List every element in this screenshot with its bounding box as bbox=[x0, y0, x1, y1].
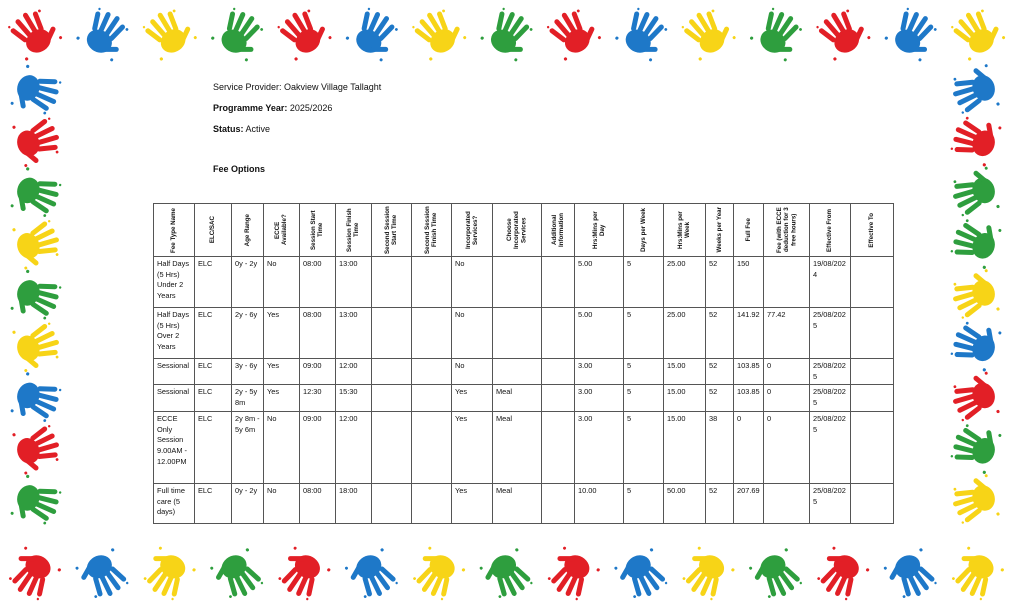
table-cell bbox=[764, 257, 810, 308]
handprint-icon bbox=[210, 3, 269, 62]
table-cell bbox=[764, 483, 810, 523]
table-cell bbox=[851, 483, 894, 523]
handprint-icon bbox=[947, 63, 1002, 119]
table-cell: 0 bbox=[764, 359, 810, 385]
table-cell: 3.00 bbox=[575, 359, 624, 385]
handprint-icon bbox=[479, 3, 538, 62]
handprint-icon bbox=[883, 3, 942, 62]
column-header bbox=[300, 204, 336, 257]
handprint-icon bbox=[407, 3, 467, 63]
table-cell: 2y 8m - 5y 6m bbox=[232, 411, 264, 483]
table-cell: 52 bbox=[706, 483, 734, 523]
handprint-icon bbox=[209, 546, 268, 605]
table-row bbox=[154, 385, 894, 411]
handprint-icon bbox=[947, 419, 1002, 475]
table-cell bbox=[493, 257, 542, 308]
column-header-label: ECCE Available? bbox=[274, 214, 289, 246]
status-line bbox=[213, 124, 270, 134]
table-cell: ELC bbox=[195, 483, 232, 523]
table-cell: 25/08/2025 bbox=[810, 359, 851, 385]
table-cell: 12:30 bbox=[300, 385, 336, 411]
handprint-icon bbox=[3, 546, 62, 605]
column-header-label: Full Fee bbox=[744, 218, 752, 242]
column-header bbox=[372, 204, 412, 257]
programme-year-line bbox=[213, 103, 332, 113]
table-row bbox=[154, 359, 894, 385]
table-cell: 38 bbox=[706, 411, 734, 483]
table-cell: 52 bbox=[706, 359, 734, 385]
column-header bbox=[851, 204, 894, 257]
table-cell: Yes bbox=[264, 308, 300, 359]
table-cell: 52 bbox=[706, 257, 734, 308]
table-cell bbox=[372, 411, 412, 483]
table-cell: No bbox=[452, 257, 493, 308]
table-cell: 207.69 bbox=[734, 483, 764, 523]
column-header bbox=[412, 204, 452, 257]
table-cell: ELC bbox=[195, 257, 232, 308]
handprint-icon bbox=[613, 546, 672, 605]
table-cell: 5 bbox=[624, 359, 664, 385]
table-cell: 25.00 bbox=[664, 257, 706, 308]
handprint-icon bbox=[614, 3, 673, 62]
handprint-icon bbox=[947, 371, 1002, 427]
table-cell: 2y - 6y bbox=[232, 308, 264, 359]
table-cell: 141.92 bbox=[734, 308, 764, 359]
table-cell: Meal bbox=[493, 411, 542, 483]
handprint-icon bbox=[748, 3, 807, 62]
column-header-label: Second Session Start Time bbox=[384, 206, 399, 254]
handprint-icon bbox=[812, 546, 871, 605]
table-cell: 25/08/2025 bbox=[810, 483, 851, 523]
handprint-icon bbox=[138, 3, 198, 63]
table-cell: 15:30 bbox=[336, 385, 372, 411]
table-cell: 50.00 bbox=[664, 483, 706, 523]
status-label: Status: bbox=[213, 124, 244, 134]
table-cell bbox=[542, 411, 575, 483]
table-cell: Full time care (5 days) bbox=[154, 483, 195, 523]
column-header-label: Incorporated Services? bbox=[464, 211, 479, 249]
table-cell: 5.00 bbox=[575, 257, 624, 308]
handprint-icon bbox=[947, 268, 1002, 324]
table-cell: ELC bbox=[195, 359, 232, 385]
handprint-icon bbox=[344, 3, 403, 62]
table-cell: Half Days (5 Hrs) Over 2 Years bbox=[154, 308, 195, 359]
table-cell: ELC bbox=[195, 411, 232, 483]
handprint-icon bbox=[542, 3, 602, 63]
table-cell: No bbox=[264, 411, 300, 483]
table-cell: 0y - 2y bbox=[232, 257, 264, 308]
table-cell: 25/08/2025 bbox=[810, 385, 851, 411]
table-cell: 103.85 bbox=[734, 359, 764, 385]
table-cell bbox=[851, 385, 894, 411]
table-cell: 13:00 bbox=[336, 257, 372, 308]
column-header-label: Effective From bbox=[826, 208, 834, 252]
handprint-icon bbox=[10, 474, 65, 530]
column-header-label: Additional Information bbox=[550, 212, 565, 248]
column-header bbox=[542, 204, 575, 257]
table-cell: No bbox=[264, 257, 300, 308]
table-cell: 3.00 bbox=[575, 385, 624, 411]
table-cell: Half Days (5 Hrs) Under 2 Years bbox=[154, 257, 195, 308]
service-provider-label: Service Provider: bbox=[213, 82, 282, 92]
table-cell bbox=[412, 257, 452, 308]
column-header-label: Fee Type Name bbox=[170, 207, 178, 253]
table-cell: No bbox=[452, 308, 493, 359]
table-cell: 5.00 bbox=[575, 308, 624, 359]
table-cell bbox=[412, 385, 452, 411]
handprint-icon bbox=[74, 546, 133, 605]
table-cell: 5 bbox=[624, 257, 664, 308]
table-cell: Meal bbox=[493, 385, 542, 411]
table-cell: Yes bbox=[452, 411, 493, 483]
column-header bbox=[624, 204, 664, 257]
handprint-icon bbox=[138, 546, 197, 605]
programme-year-value: 2025/2026 bbox=[289, 103, 333, 113]
table-cell bbox=[542, 359, 575, 385]
fee-options-table bbox=[153, 203, 894, 524]
table-cell: Meal bbox=[493, 483, 542, 523]
column-header bbox=[232, 204, 264, 257]
handprint-icon bbox=[10, 64, 65, 120]
table-cell: ECCE Only Session 9.00AM - 12.00PM bbox=[154, 411, 195, 483]
table-cell bbox=[851, 411, 894, 483]
table-cell bbox=[542, 483, 575, 523]
column-header bbox=[706, 204, 734, 257]
table-cell bbox=[412, 411, 452, 483]
handprint-icon bbox=[272, 3, 332, 63]
table-cell: 3y - 6y bbox=[232, 359, 264, 385]
table-cell bbox=[372, 257, 412, 308]
table-cell bbox=[372, 308, 412, 359]
table-cell: 5 bbox=[624, 411, 664, 483]
table-cell: 09:00 bbox=[300, 411, 336, 483]
table-cell: 3.00 bbox=[575, 411, 624, 483]
handprint-icon bbox=[407, 546, 466, 605]
table-cell: No bbox=[264, 483, 300, 523]
column-header bbox=[575, 204, 624, 257]
table-cell: Yes bbox=[264, 359, 300, 385]
column-header-label: Days per Week bbox=[639, 208, 647, 252]
table-cell: 0 bbox=[734, 411, 764, 483]
handprint-icon bbox=[542, 546, 601, 605]
handprint-icon bbox=[947, 166, 1002, 222]
table-cell bbox=[851, 257, 894, 308]
handprint-icon bbox=[748, 546, 807, 605]
handprint-icon bbox=[947, 214, 1002, 270]
table-cell: 08:00 bbox=[300, 257, 336, 308]
column-header-label: Weeks per Year bbox=[715, 207, 723, 253]
column-header bbox=[493, 204, 542, 257]
table-row bbox=[154, 308, 894, 359]
column-header-label: Fee (with ECCE deduction for 3 free hours) bbox=[775, 207, 798, 253]
handprint-icon bbox=[3, 3, 63, 63]
handprint-icon bbox=[10, 420, 65, 476]
table-cell: 0y - 2y bbox=[232, 483, 264, 523]
handprint-icon bbox=[947, 112, 1002, 168]
column-header-label: Second Session Finish Time bbox=[424, 206, 439, 254]
handprint-icon bbox=[10, 166, 65, 222]
column-header-label: Effective To bbox=[868, 212, 876, 248]
handprint-icon bbox=[947, 473, 1002, 529]
handprint-icon bbox=[947, 317, 1002, 373]
table-cell: 13:00 bbox=[336, 308, 372, 359]
table-cell: 09:00 bbox=[300, 359, 336, 385]
table-cell: 0 bbox=[764, 385, 810, 411]
column-header bbox=[664, 204, 706, 257]
table-cell bbox=[493, 359, 542, 385]
column-header-label: ELC/SAC bbox=[209, 216, 217, 244]
handprint-icon bbox=[10, 215, 65, 271]
handprint-icon bbox=[677, 546, 736, 605]
table-cell: Yes bbox=[452, 483, 493, 523]
table-row bbox=[154, 483, 894, 523]
column-header-label: Age Range bbox=[243, 213, 251, 247]
table-cell: 18:00 bbox=[336, 483, 372, 523]
handprint-icon bbox=[676, 3, 736, 63]
table-cell: No bbox=[452, 359, 493, 385]
column-header bbox=[810, 204, 851, 257]
table-cell: 25/08/2025 bbox=[810, 308, 851, 359]
handprint-icon bbox=[811, 3, 871, 63]
table-cell: 08:00 bbox=[300, 308, 336, 359]
table-cell: 25/08/2025 bbox=[810, 411, 851, 483]
handprint-icon bbox=[946, 3, 1006, 63]
table-cell bbox=[542, 385, 575, 411]
handprint-icon bbox=[946, 546, 1005, 605]
service-provider-value: Oakview Village Tallaght bbox=[284, 82, 382, 92]
table-cell: 52 bbox=[706, 308, 734, 359]
table-header-row bbox=[154, 204, 894, 257]
programme-year-label: Programme Year: bbox=[213, 103, 288, 113]
table-cell: 77.42 bbox=[764, 308, 810, 359]
table-cell: Sessional bbox=[154, 385, 195, 411]
table-cell: 5 bbox=[624, 308, 664, 359]
handprint-icon bbox=[10, 112, 65, 168]
table-cell bbox=[372, 359, 412, 385]
table-cell: ELC bbox=[195, 385, 232, 411]
table-cell bbox=[412, 308, 452, 359]
column-header bbox=[734, 204, 764, 257]
column-header-label: Choose Incorporated Services bbox=[506, 211, 528, 249]
handprint-icon bbox=[10, 371, 65, 427]
column-header-label: Hrs:Mins per Day bbox=[591, 211, 606, 249]
table-cell: 2y - 5y 8m bbox=[232, 385, 264, 411]
column-header bbox=[336, 204, 372, 257]
table-cell: 15.00 bbox=[664, 411, 706, 483]
table-cell: 15.00 bbox=[664, 385, 706, 411]
table-row bbox=[154, 411, 894, 483]
table-cell: 10.00 bbox=[575, 483, 624, 523]
table-cell: 08:00 bbox=[300, 483, 336, 523]
status-value: Active bbox=[245, 124, 271, 134]
table-cell bbox=[493, 308, 542, 359]
table-cell bbox=[372, 483, 412, 523]
handprint-icon bbox=[479, 546, 538, 605]
table-cell: 25.00 bbox=[664, 308, 706, 359]
handprint-icon bbox=[10, 317, 65, 373]
table-cell: 5 bbox=[624, 483, 664, 523]
table-cell bbox=[372, 385, 412, 411]
table-cell: 19/08/2024 bbox=[810, 257, 851, 308]
column-header bbox=[452, 204, 493, 257]
column-header-label: Hrs:Mins per Week bbox=[677, 211, 692, 249]
table-cell: Yes bbox=[452, 385, 493, 411]
handprint-icon bbox=[10, 269, 65, 325]
table-cell bbox=[851, 359, 894, 385]
table-cell: 103.85 bbox=[734, 385, 764, 411]
handprint-icon bbox=[883, 546, 942, 605]
table-cell: 12:00 bbox=[336, 359, 372, 385]
table-cell: 15.00 bbox=[664, 359, 706, 385]
fee-options-title: Fee Options bbox=[213, 164, 266, 174]
table-cell: 12:00 bbox=[336, 411, 372, 483]
table-cell: 5 bbox=[624, 385, 664, 411]
column-header bbox=[264, 204, 300, 257]
table-cell bbox=[412, 359, 452, 385]
service-provider-line bbox=[213, 82, 381, 92]
column-header-label: Session Start Time bbox=[310, 210, 325, 250]
table-cell bbox=[412, 483, 452, 523]
table-cell: ELC bbox=[195, 308, 232, 359]
table-cell: 0 bbox=[764, 411, 810, 483]
table-cell bbox=[851, 308, 894, 359]
handprint-icon bbox=[75, 3, 134, 62]
table-cell: Yes bbox=[264, 385, 300, 411]
column-header-label: Session Finish Time bbox=[346, 208, 361, 252]
handprint-icon bbox=[273, 546, 332, 605]
table-cell bbox=[542, 308, 575, 359]
column-header bbox=[154, 204, 195, 257]
table-cell: Sessional bbox=[154, 359, 195, 385]
table-cell: 52 bbox=[706, 385, 734, 411]
column-header bbox=[764, 204, 810, 257]
handprint-icon bbox=[344, 546, 403, 605]
column-header bbox=[195, 204, 232, 257]
table-cell bbox=[542, 257, 575, 308]
table-cell: 150 bbox=[734, 257, 764, 308]
table-row bbox=[154, 257, 894, 308]
